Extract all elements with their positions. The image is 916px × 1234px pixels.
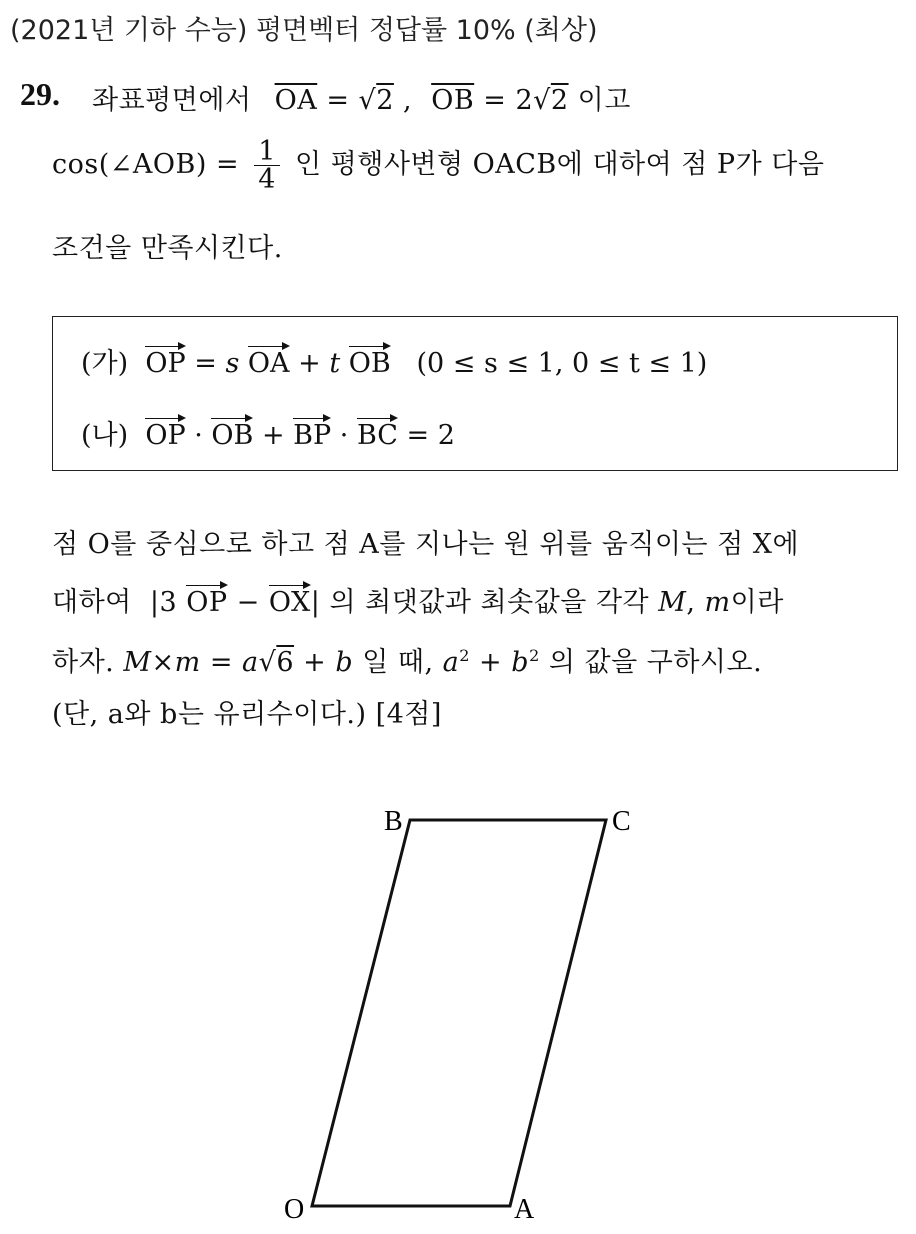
- problem-number: 29.: [20, 76, 60, 112]
- condition-na: (나) OP · OB + BP · BC = 2: [81, 420, 455, 451]
- conditions-box: [52, 316, 898, 471]
- point-label-b: B: [384, 806, 403, 837]
- cos-expression: cos(∠AOB): [52, 149, 207, 180]
- line2-text: 인 평행사변형 OACB에 대하여 점 P가 다음: [294, 149, 825, 180]
- problem-line-2: cos(∠AOB) = $\frac{1}{4}$ 인 평행사변형 OACB에 대하여 점 P가 다음: [52, 136, 825, 195]
- paragraph-line-3: 하자. M×m = a√6 + b 일 때, $a^2 + b^2$ 의 값을 구하시오.: [52, 646, 763, 678]
- point-label-a: A: [514, 1194, 535, 1225]
- problem-header: (2021년 기하 수능) 평면벡터 정답률 10% (최상): [10, 15, 598, 46]
- problem-line-1: 좌표평면에서 $\overline{OA} = √2$ , $\overline{OB} = 2√2$ 이고: [92, 85, 631, 116]
- paragraph-line-1: 점 O를 중심으로 하고 점 A를 지나는 원 위를 움직이는 점 X에: [52, 529, 800, 560]
- parallelogram-diagram: [270, 790, 670, 1230]
- point-label-c: C: [612, 806, 631, 837]
- intro-text: 좌표평면에서: [92, 85, 252, 116]
- sqrt-oa: √2: [358, 85, 394, 116]
- paragraph-line-4: (단, a와 b는 유리수이다.) [4점]: [52, 699, 442, 730]
- condition-ga: (가) OP = s OA + t OB (0 ≤ s ≤ 1, 0 ≤ t ≤ 1): [81, 348, 708, 379]
- paragraph-line-2: 대하여 |3 OP − OX| 의 최댓값과 최솟값을 각각 M, m이라: [52, 587, 784, 618]
- problem-line-3: 조건을 만족시킨다.: [52, 233, 283, 264]
- range-text: (0 ≤ s ≤ 1, 0 ≤ t ≤ 1): [416, 348, 708, 379]
- parallelogram-shape: [312, 820, 606, 1206]
- point-label-o: O: [284, 1194, 305, 1225]
- fraction-one-quarter: $\frac{1}{4}$: [254, 138, 280, 193]
